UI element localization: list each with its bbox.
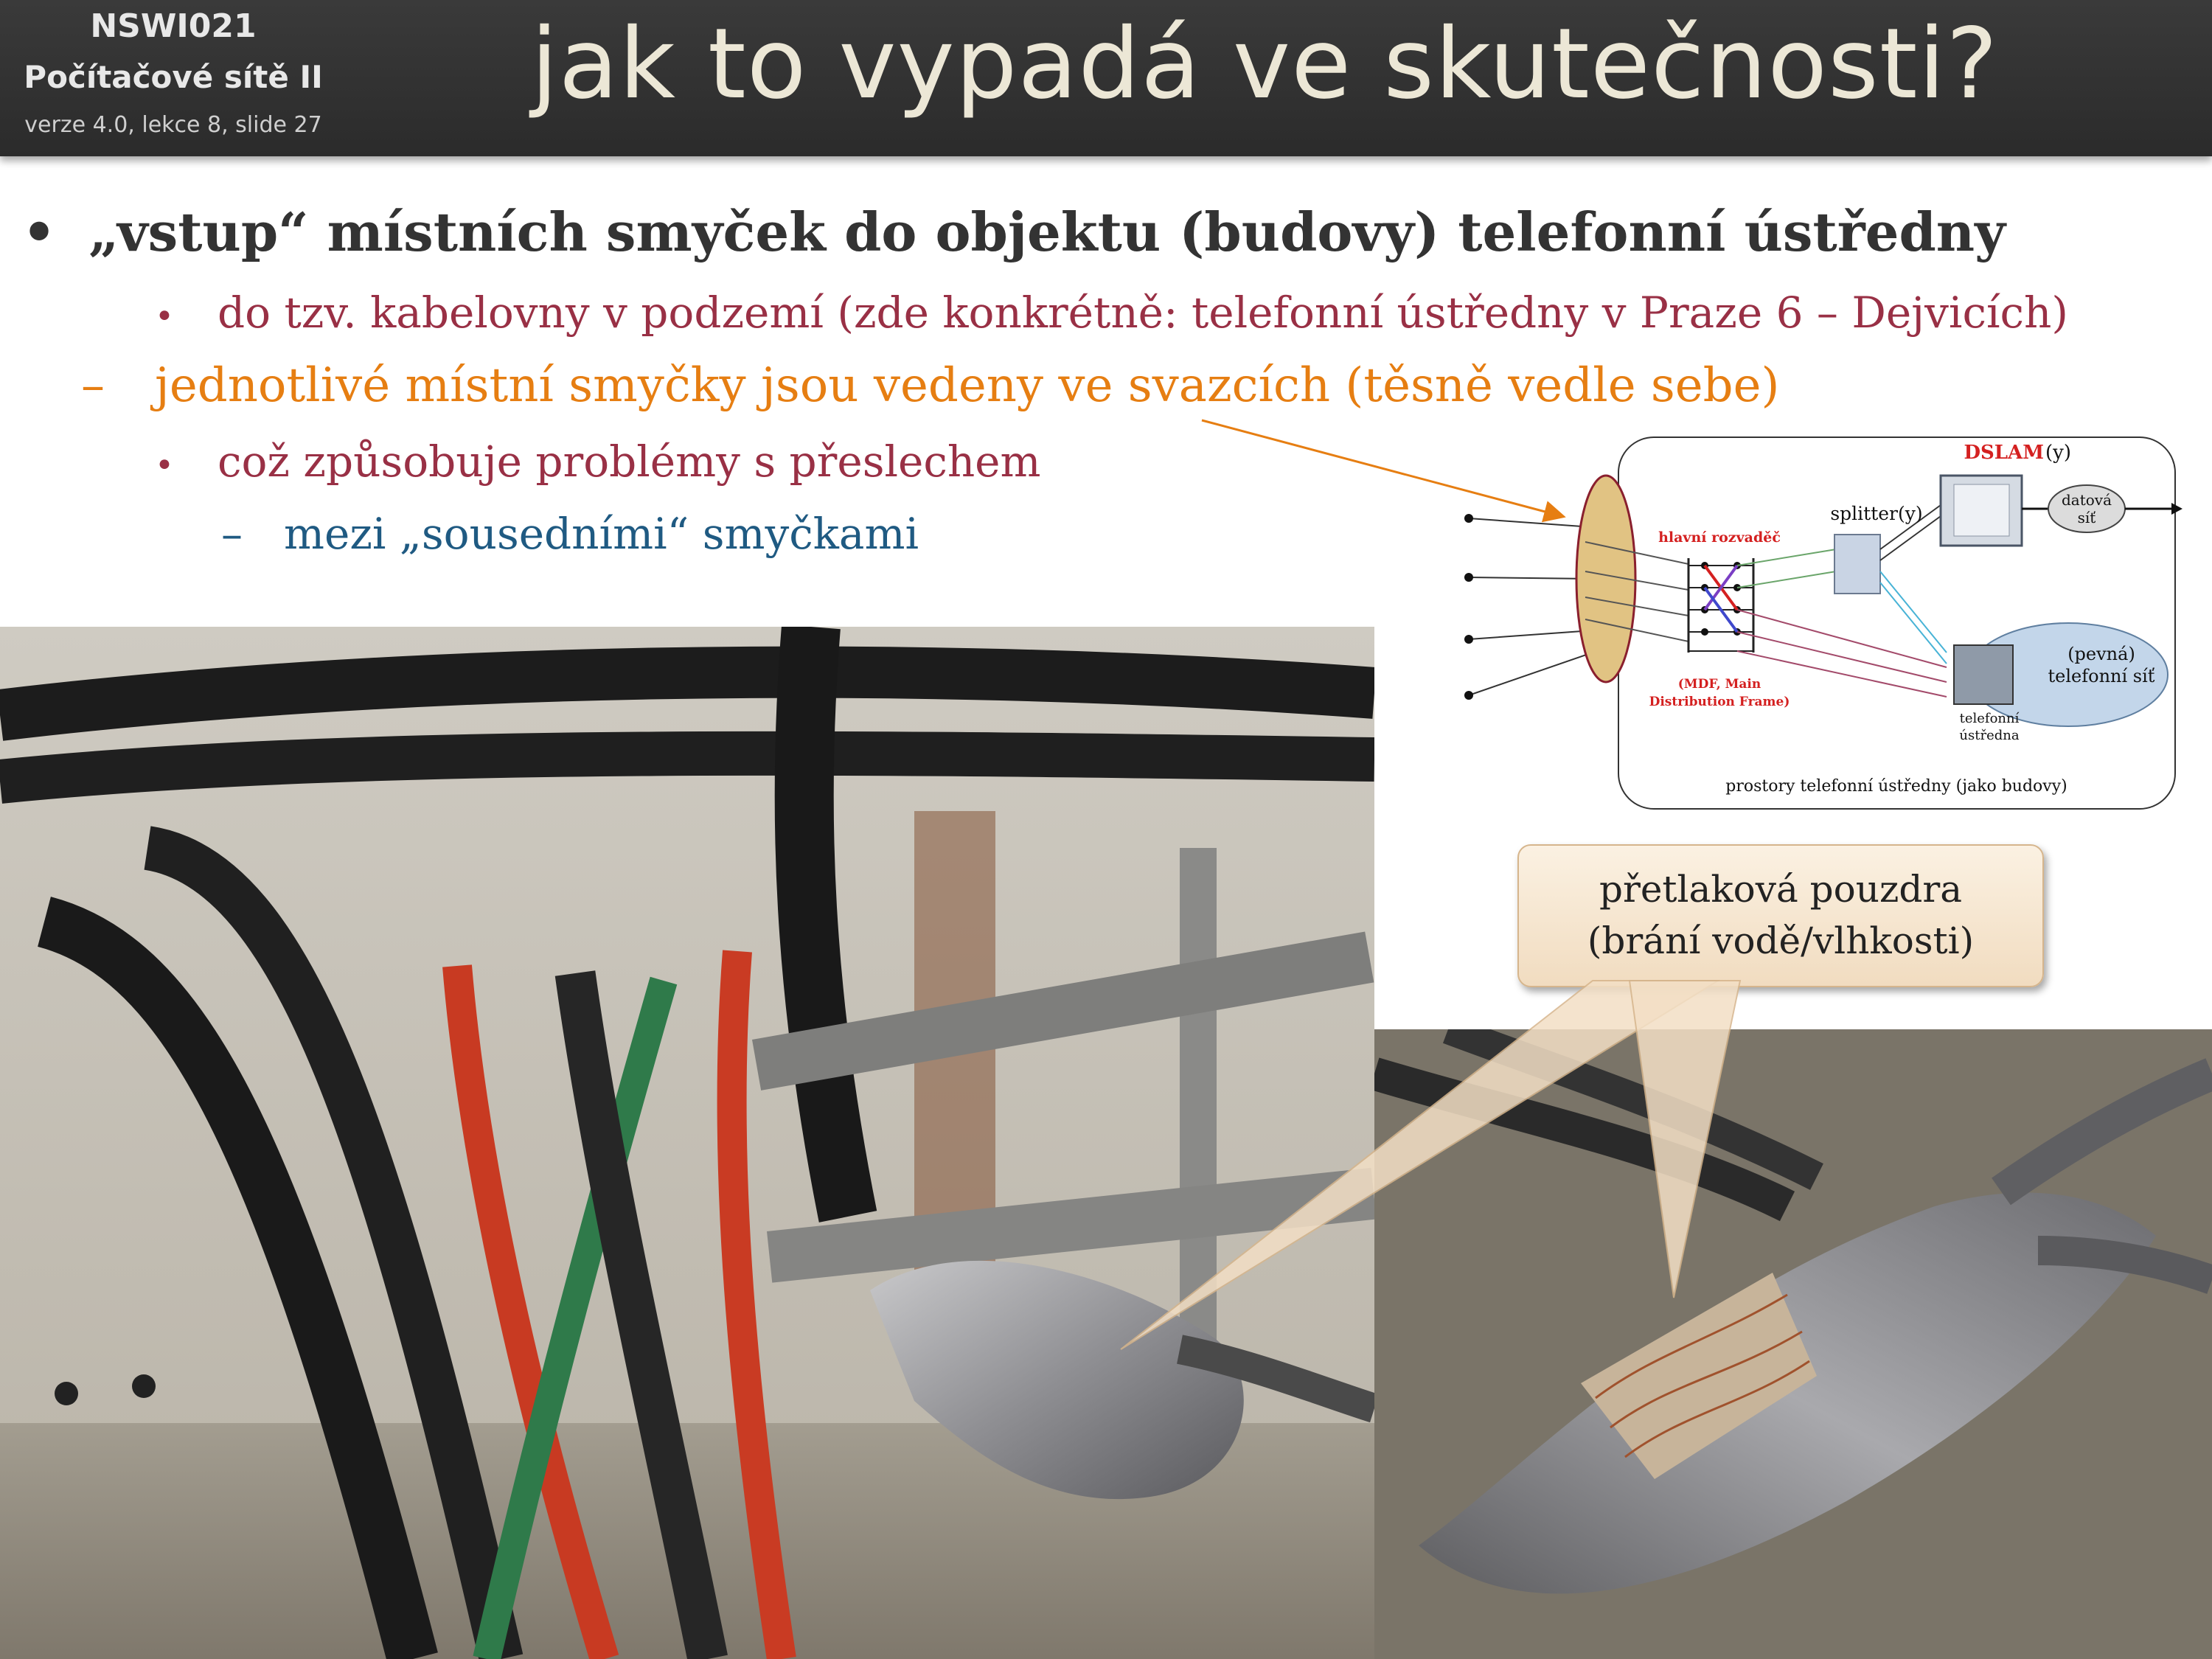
pressure-sleeve-photo <box>1374 1029 2212 1659</box>
data-net-label-2: síť <box>2077 509 2096 526</box>
dslam-label: DSLAM <box>1964 442 2044 464</box>
dash-mark: – <box>221 509 243 559</box>
bullet-dash-1 <box>81 358 1779 413</box>
splitter-label: splitter(y) <box>1830 503 1923 524</box>
exchange-label-2: ústředna <box>1959 728 2020 743</box>
mdf-label: hlavní rozvaděč <box>1658 529 1781 546</box>
course-name: Počítačové sítě II <box>24 59 323 95</box>
bullet-level1-text: „vstup“ místních smyček do objektu (budovy) telefonní ústředny <box>88 201 2006 263</box>
network-diagram-svg <box>1445 431 2197 815</box>
bullet-dash-2-text: mezi „sousedními“ smyčkami <box>284 509 919 559</box>
phone-net-label-1: (pevná) <box>2067 644 2135 664</box>
bullet-mark: • <box>155 447 174 484</box>
dash-mark: – <box>81 358 105 413</box>
cable-vault-photo <box>0 627 1374 1659</box>
slide-title: jak to vypadá ve skutečnosti? <box>531 7 1999 121</box>
cable-vault-illustration <box>0 627 1374 1659</box>
bullet-dash-1-text: jednotlivé místní smyčky jsou vedeny ve svazcích (těsně vedle sebe) <box>155 358 1780 413</box>
course-info <box>0 0 347 156</box>
network-diagram <box>1445 431 2197 815</box>
pressure-sleeve-illustration <box>1374 1029 2212 1659</box>
exchange-label-1: telefonní <box>1959 711 2020 726</box>
data-net-label-1: datová <box>2061 491 2112 509</box>
slide-header <box>0 0 2212 156</box>
bullet-mark: • <box>155 298 174 335</box>
bullet-level2-b <box>155 437 1041 487</box>
bullet-mark: • <box>22 201 57 263</box>
bullet-level2-a <box>155 288 2068 338</box>
mdf-sub-2: Distribution Frame) <box>1649 695 1790 709</box>
dslam-suffix: (y) <box>2045 442 2071 464</box>
callout-line-1: přetlaková pouzdra <box>1599 868 1963 911</box>
mdf-sub-1: (MDF, Main <box>1677 677 1761 692</box>
course-code: NSWI021 <box>90 7 257 45</box>
slide-version: verze 4.0, lekce 8, slide 27 <box>24 112 322 138</box>
premises-label: prostory telefonní ústředny (jako budovy) <box>1725 777 2067 796</box>
bullet-level2-b-text: což způsobuje problémy s přeslechem <box>218 437 1041 487</box>
bullet-level2-a-text: do tzv. kabelovny v podzemí (zde konkrétně: telefonní ústředny v Praze 6 – Dejvicích) <box>218 288 2068 338</box>
bullet-dash-2 <box>221 509 919 559</box>
phone-net-label-2: telefonní síť <box>2048 666 2155 686</box>
callout-line-2: (brání vodě/vlhkosti) <box>1587 919 1975 962</box>
bullet-level1 <box>22 201 2006 263</box>
callout-box <box>1517 844 2044 987</box>
